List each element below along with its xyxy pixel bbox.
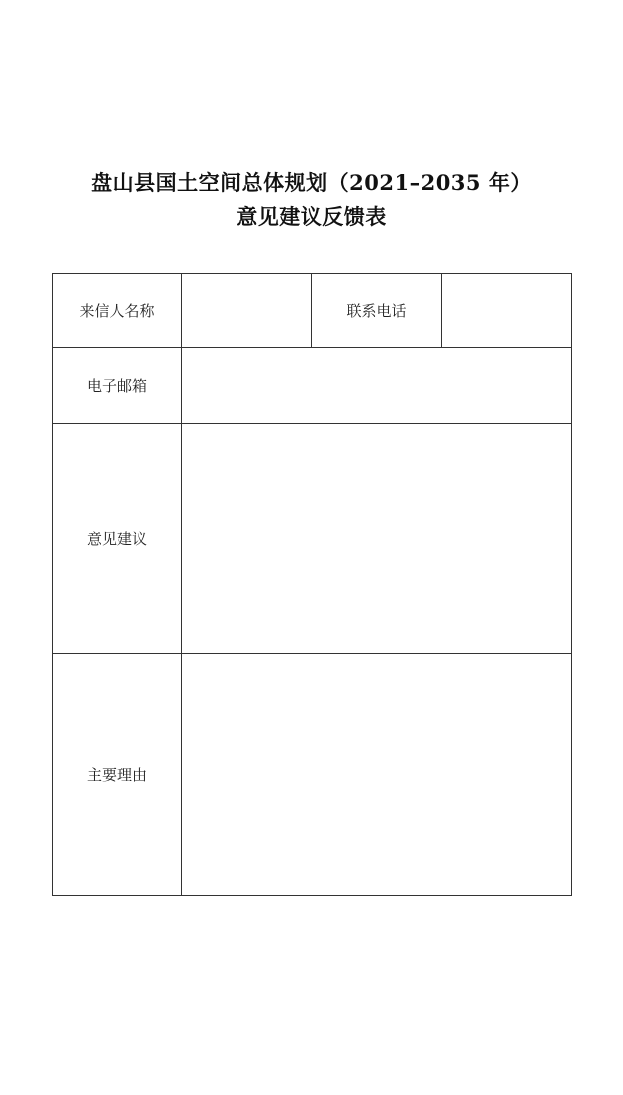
sender-name-field[interactable] (182, 274, 312, 348)
reason-field[interactable] (182, 654, 572, 896)
phone-field[interactable] (442, 274, 572, 348)
row-suggestion (53, 424, 572, 654)
document-title (0, 166, 623, 234)
title-line-1: 盘山县国土空间总体规划（2021–2035 年） (91, 170, 532, 195)
title-line-2: 意见建议反馈表 (236, 204, 387, 229)
reason-label: 主要理由 (53, 654, 182, 896)
row-reason (53, 654, 572, 896)
suggestion-label: 意见建议 (53, 424, 182, 654)
feedback-form-table (52, 273, 572, 896)
email-label: 电子邮箱 (53, 348, 182, 424)
suggestion-field[interactable] (182, 424, 572, 654)
sender-name-label: 来信人名称 (53, 274, 182, 348)
row-email (53, 348, 572, 424)
email-field[interactable] (182, 348, 572, 424)
row-sender (53, 274, 572, 348)
phone-label: 联系电话 (312, 274, 442, 348)
